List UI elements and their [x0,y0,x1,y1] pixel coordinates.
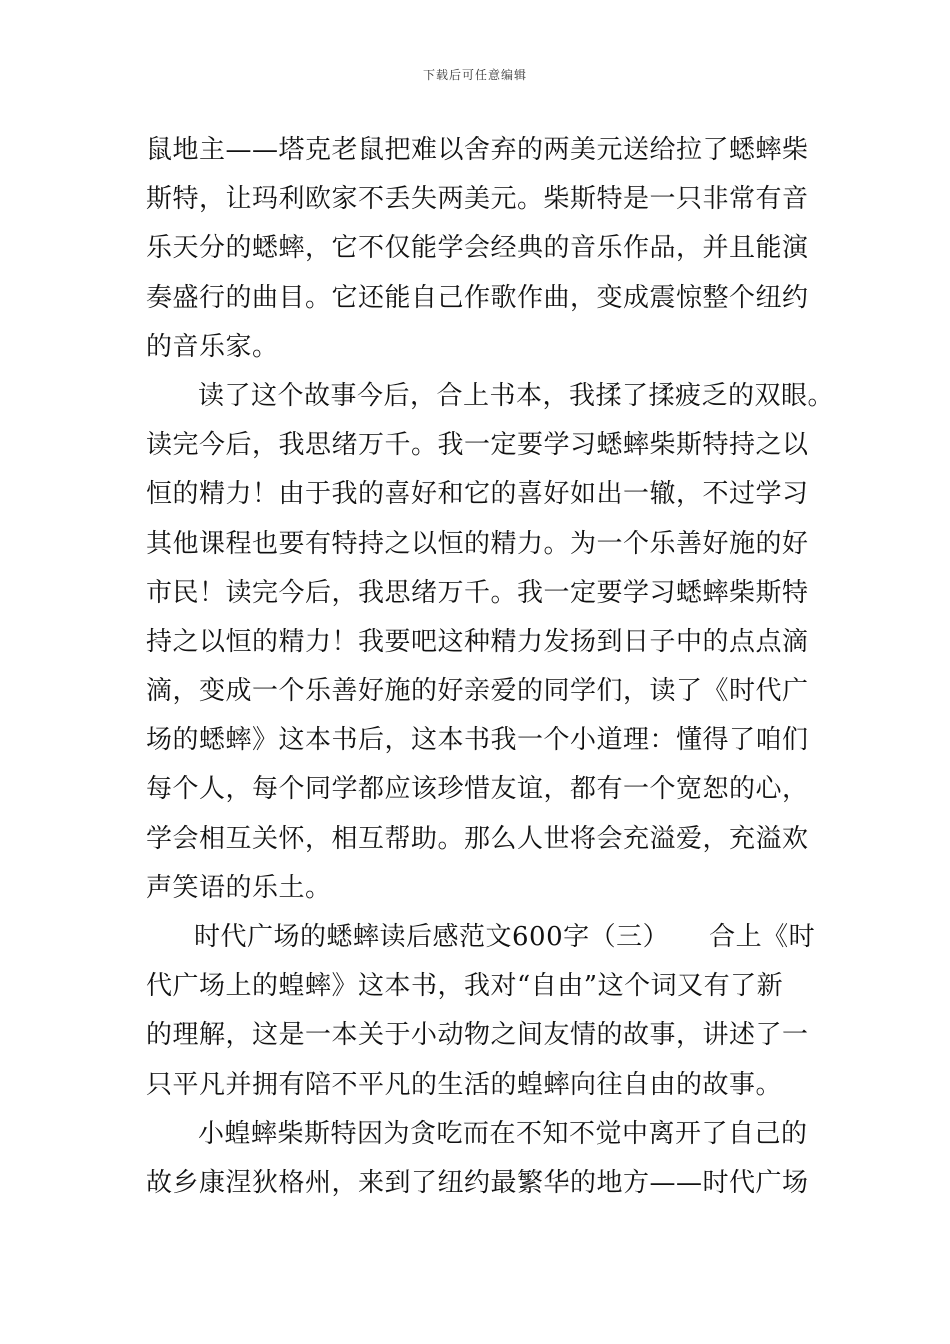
text-line: 奏盛行的曲目。它还能自己作歌作曲，变成震惊整个纽约 [146,282,809,313]
page-header: 下载后可任意编辑 [422,68,527,82]
text-line: 学会相互关怀，相互帮助。那么人世将会充溢爱，充溢欢 [146,823,809,854]
document-body [146,126,835,1208]
text-line: 每个人，每个同学都应该珍惜友谊，都有一个宽恕的心， [146,774,809,805]
text-line: 小蝗蟀柴斯特因为贪吃而在不知不觉中离开了自己的 [198,1118,808,1149]
text-line: 读完今后，我思绪万千。我一定要学习蟋蟀柴斯特持之以 [146,430,809,461]
text-line: 市民！读完今后，我思绪万千。我一定要学习蟋蟀柴斯特 [146,577,809,608]
text-line: 声笑语的乐土。 [146,872,332,903]
text-line: 其他课程也要有特持之以恒的精力。为一个乐善好施的好 [146,528,809,559]
text-line: 读了这个故事今后，合上书本，我揉了揉疲乏的双眼。 [198,380,835,411]
text-line: 的音乐家。 [146,331,279,362]
text-line: 滴，变成一个乐善好施的好亲爱的同学们，读了《时代广 [146,676,809,707]
text-line: 持之以恒的精力！我要吧这种精力发扬到日子中的点点滴 [146,626,809,657]
text-line: 乐天分的蟋蟀，它不仅能学会经典的音乐作品，并且能演 [146,233,809,264]
text-line: 故乡康涅狄格州，来到了纽约最繁华的地方——时代广场 [146,1167,809,1198]
text-line: 鼠地主——塔克老鼠把难以舍弃的两美元送给拉了蟋蟀柴 [146,135,809,165]
text-line: 时代广场的蟋蟀读后感范文600字（三） 合上《时 [194,922,816,952]
text-line: 的理解，这是一本关于小动物之间友情的故事，讲述了一 [146,1020,809,1051]
text-line: 斯特，让玛利欧家不丢失两美元。柴斯特是一只非常有音 [146,184,809,215]
text-line: 恒的精力！由于我的喜好和它的喜好如出一辙，不过学习 [146,479,809,510]
text-line: 只平凡并拥有陪不平凡的生活的蝗蟀向往自由的故事。 [146,1069,783,1100]
text-line: 代广场上的蝗蟀》这本书，我对“自由”这个词又有了新 [146,971,784,1002]
text-line: 场的蟋蟀》这本书后，这本书我一个小道理：懂得了咱们 [146,725,809,756]
